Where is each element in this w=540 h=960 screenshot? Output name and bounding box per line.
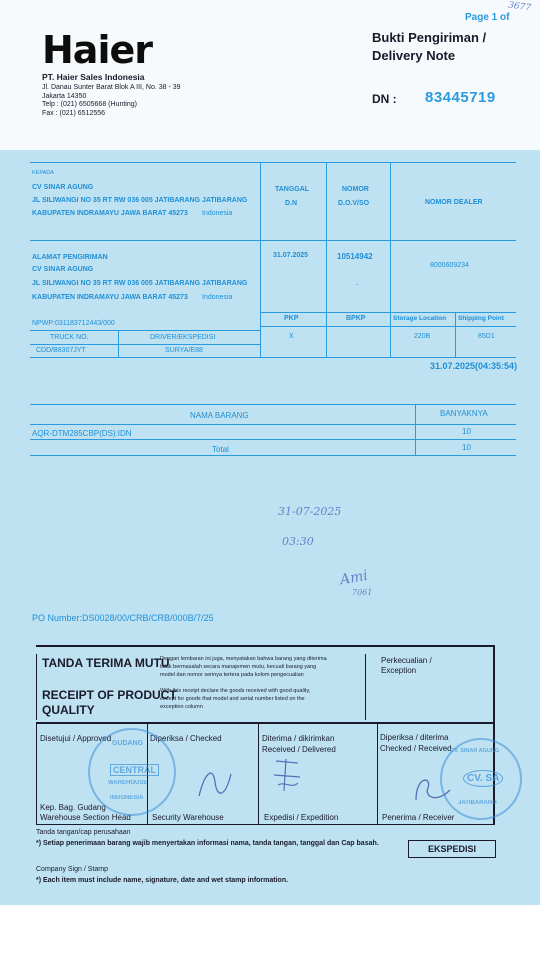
- col-storage-location: Storage Location: [393, 315, 447, 322]
- sig-received-label-en: Received / Delivered: [262, 745, 336, 754]
- col-pkp: PKP: [284, 315, 299, 322]
- shipping-label: ALAMAT PENGIRIMAN: [32, 254, 108, 261]
- sig-checked-received-en: Checked / Received: [380, 744, 452, 753]
- sig-security-label: Security Warehouse: [152, 813, 224, 822]
- signature-bottom-border: [36, 824, 494, 825]
- consignee-name: CV SINAR AGUNG: [32, 184, 94, 191]
- items-bottom-border: [30, 455, 516, 456]
- col-nama-barang: NAMA BARANG: [190, 411, 249, 420]
- company-address-line-1: Jl. Danau Sunter Barat Blok A III, No. 38 - 39: [42, 84, 181, 91]
- signature-left-border: [36, 722, 37, 825]
- sig-expedition-label: Expedisi / Expedition: [264, 813, 339, 822]
- codes-header-divider: [260, 326, 516, 327]
- storage-value: 220B: [414, 333, 431, 340]
- stamp-right-line-2: CV. SA: [463, 770, 503, 787]
- stamp-left-line-2: CENTRAL: [110, 764, 159, 776]
- col-dovso: D.O.V/SO: [338, 200, 370, 207]
- footer-sign-en: Company Sign / Stamp: [36, 866, 108, 873]
- table-top-border: [30, 162, 516, 163]
- haier-logo: Haier: [42, 28, 152, 72]
- col-nomor: NOMOR: [342, 186, 369, 193]
- company-address-line-2: Jakarta 14350: [42, 92, 87, 100]
- receipt-text-en-2: except for goods that model and serial number listed on the: [160, 696, 305, 702]
- sig-approved-bottom-1: Kep. Bag. Gudang: [40, 803, 106, 812]
- security-signature: [195, 762, 235, 802]
- items-header-divider: [30, 424, 516, 425]
- stamp-left-line-3: WAREHOUSE: [108, 780, 148, 786]
- sig-received-label-id: Diterima / dikirimkan: [262, 734, 335, 743]
- items-row-divider: [30, 439, 516, 440]
- shipping-point-value: 85D1: [478, 333, 495, 340]
- dn-number: 83445719: [425, 89, 496, 106]
- stamp-left-line-1: GUDANG: [112, 740, 144, 747]
- consignee-city: KABUPATEN INDRAMAYU JAWA BARAT 45273: [32, 210, 188, 217]
- shipping-name: CV SINAR AGUNG: [32, 266, 94, 273]
- items-top-border: [30, 404, 516, 405]
- sig-approved-bottom-2: Warehouse Section Head: [40, 813, 131, 822]
- dealer-number: 8000609234: [430, 262, 469, 269]
- stamp-right-line-1: CV. SINAR AGUNG: [450, 748, 500, 754]
- receipt-top-border: [36, 645, 494, 647]
- sig-checked-received-id: Diperiksa / diterima: [380, 733, 449, 742]
- receipt-title-en-2: QUALITY: [42, 703, 95, 717]
- signature-vline-2: [258, 722, 259, 825]
- transport-mid-divider: [30, 344, 260, 345]
- shipping-city: KABUPATEN INDRAMAYU JAWA BARAT 45273: [32, 294, 188, 301]
- order-number: 10514942: [337, 252, 373, 261]
- consignee-label: KEPADA: [32, 170, 54, 176]
- transport-vline: [118, 330, 119, 357]
- receipt-text-en-1: With this receipt declare the goods received with good quality,: [160, 688, 311, 694]
- total-label: Total: [212, 445, 229, 454]
- footer-note-id: *) Setiap penerimaan barang wajib menyertakan informasi nama, tanda tangan, tanggal dan Cap basah.: [36, 840, 379, 847]
- exception-label-en: Exception: [381, 666, 417, 675]
- table-vline-2: [326, 162, 327, 357]
- receiver-signature: [410, 770, 454, 810]
- items-vline: [415, 404, 416, 455]
- doc-title-id: Bukti Pengiriman /: [372, 30, 487, 45]
- delivery-date: 31.07.2025: [273, 252, 309, 259]
- table-bottom-border: [30, 357, 516, 358]
- item-qty: 10: [462, 427, 471, 436]
- receipt-text-id-3: model dan nomor serinya tertera pada kolom pengecualian: [160, 672, 304, 678]
- company-telp: Telp : (021) 6505668 (Hunting): [42, 101, 137, 108]
- col-shipping-point: Shipping Point: [458, 315, 504, 322]
- table-row-divider-right: [260, 312, 516, 313]
- table-row-divider: [30, 240, 516, 241]
- col-nomor-dealer: NOMOR DEALER: [425, 199, 483, 206]
- total-qty: 10: [462, 443, 471, 452]
- print-timestamp: 31.07.2025(04:35:54): [430, 361, 518, 371]
- npwp: NPWP:031183712443/000: [32, 320, 115, 327]
- table-vline-4: [455, 312, 456, 357]
- expedition-signature: [270, 755, 304, 795]
- handwritten-number: 7061: [352, 588, 373, 597]
- company-fax: Fax : (021) 6512556: [42, 109, 106, 117]
- handwritten-initials: Ami: [338, 567, 370, 589]
- sig-approved-label: Disetujui / Approved: [40, 734, 112, 743]
- driver-name: SURYA/E88: [165, 347, 203, 354]
- truck-label: TRUCK NO.: [50, 334, 89, 341]
- dn-label: DN :: [372, 92, 397, 106]
- po-number: PO Number:DS0028/00/CRB/CRB/000B/7/25: [32, 613, 214, 623]
- company-name: PT. Haier Sales Indonesia: [42, 72, 145, 82]
- col-bpkp: BPKP: [346, 315, 366, 322]
- receipt-text-en-3: exception column: [160, 704, 203, 710]
- col-dn: D.N: [285, 200, 298, 207]
- handwritten-time: 03:30: [282, 535, 314, 548]
- consignee-country: Indonesia: [202, 210, 233, 217]
- stamp-right-line-3: JATIBARANG: [458, 800, 497, 806]
- consignee-street: JL SILIWANGI NO 35 RT RW 036 005 JATIBARANG JATIBARANG: [32, 197, 248, 204]
- handwritten-date: 31-07-2025: [278, 505, 342, 518]
- receipt-title-id: TANDA TERIMA MUTU: [42, 656, 170, 670]
- driver-label: DRIVER/EKSPEDISI: [150, 334, 216, 341]
- footer-sign-id: Tanda tangan/cap perusahaan: [36, 829, 131, 836]
- sig-receiver-label: Penerima / Receiver: [382, 813, 455, 822]
- transport-header-divider: [30, 330, 260, 331]
- signature-top-border: [36, 722, 494, 724]
- receipt-text-id-2: tidak bermasalah secara manajemen mutu, kecuali barang yang: [160, 664, 317, 670]
- sig-checked-label: Diperiksa / Checked: [150, 734, 222, 743]
- table-vline-3: [390, 162, 391, 357]
- page-number: Page 1 of: [465, 12, 510, 23]
- ekspedisi-box: EKSPEDISI: [408, 840, 496, 858]
- dash-value: -: [356, 282, 359, 289]
- col-tanggal: TANGGAL: [275, 186, 310, 193]
- receipt-title-en-1: RECEIPT OF PRODUCT: [42, 688, 177, 702]
- pkp-value: X: [289, 333, 294, 340]
- corner-handwritten-number: 3677: [507, 0, 532, 14]
- col-banyaknya: BANYAKNYA: [440, 409, 488, 418]
- receipt-left-bracket: [36, 654, 37, 720]
- signature-vline-3: [377, 722, 378, 825]
- table-vline-1: [260, 162, 261, 357]
- truck-number: CDD/B8307JYT: [36, 347, 86, 354]
- exception-label-id: Perkecualian /: [381, 656, 432, 665]
- stamp-left-line-4: INDONESIA: [110, 795, 144, 801]
- shipping-country: Indonesia: [202, 294, 233, 301]
- item-name: AQR-DTM285CBP(DS):IDN: [32, 429, 132, 438]
- doc-title-en: Delivery Note: [372, 48, 456, 63]
- receipt-text-id-1: Dengan lembaran ini juga, menyatakan bahwa barang yang diterima: [160, 656, 327, 662]
- footer-note-en: *) Each item must include name, signature, date and wet stamp information.: [36, 877, 289, 884]
- receipt-right-bracket: [365, 654, 366, 720]
- shipping-street: JL SILIWANGI NO 35 RT RW 036 005 JATIBARANG JATIBARANG: [32, 280, 248, 287]
